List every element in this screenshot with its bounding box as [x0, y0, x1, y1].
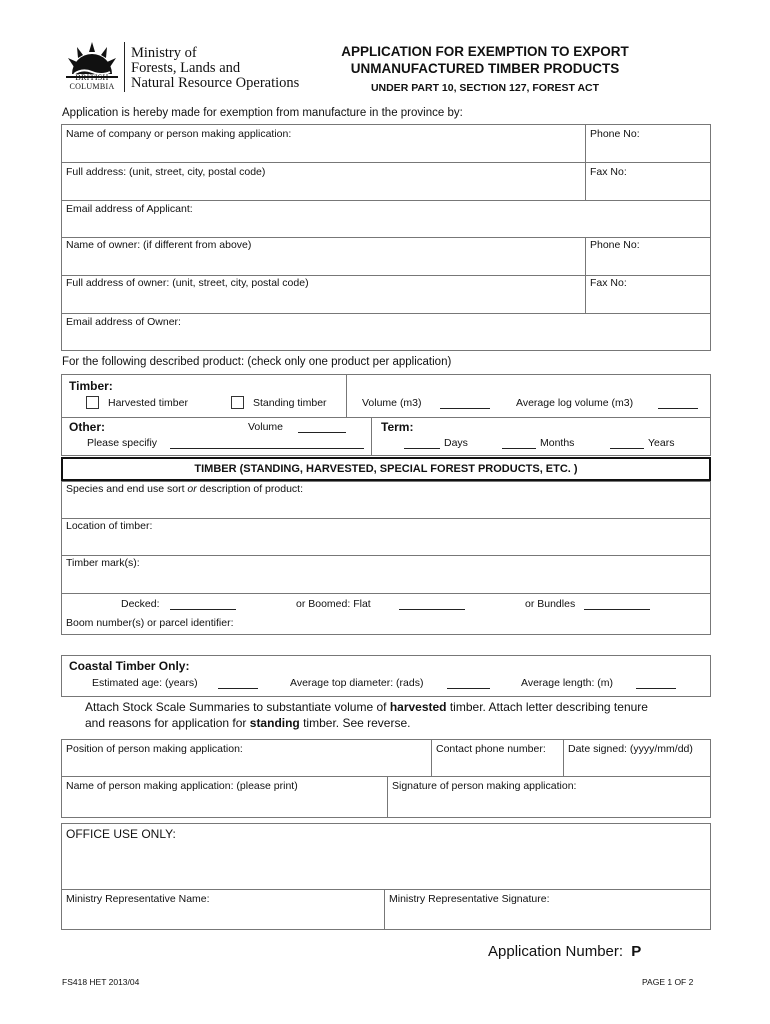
- species-label-b: description of product:: [196, 483, 303, 495]
- attach-line-1-b: harvested: [389, 700, 447, 714]
- owner-address-field[interactable]: [62, 276, 584, 312]
- avg-length-label: Average length: (m): [521, 677, 614, 689]
- boomed-label: or Boomed: Flat: [296, 598, 371, 610]
- term-years-input[interactable]: [610, 438, 644, 449]
- decked-label: Decked:: [121, 598, 160, 610]
- species-label-a: Species and end use sort: [66, 483, 188, 495]
- location-label: Location of timber:: [66, 520, 153, 532]
- applicant-fax-label: Fax No:: [590, 166, 627, 178]
- term-days-label: Days: [444, 437, 468, 449]
- ministry-name: [131, 46, 299, 91]
- bc-word-2: COLUMBIA: [69, 82, 115, 91]
- signature-field[interactable]: [388, 777, 710, 817]
- standing-timber-checkbox[interactable]: [231, 396, 244, 409]
- position-label: Position of person making application:: [66, 743, 243, 755]
- attach-line-1: [85, 700, 648, 716]
- top-diameter-label: Average top diameter: (rads): [290, 677, 424, 689]
- term-heading: Term:: [381, 420, 414, 434]
- contact-phone-label: Contact phone number:: [436, 743, 546, 755]
- bundles-label: or Bundles: [525, 598, 576, 610]
- applicant-name-label: Name of company or person making application:: [66, 128, 292, 140]
- estimated-age-input[interactable]: [218, 678, 258, 689]
- attach-line-2-a: and reasons for application for: [85, 715, 250, 730]
- logo-divider: [124, 42, 125, 92]
- attach-line-2: [85, 716, 648, 732]
- location-field[interactable]: [62, 519, 710, 554]
- rep-signature-field[interactable]: [385, 890, 710, 929]
- other-heading: Other:: [69, 420, 105, 434]
- form-subtitle: UNDER PART 10, SECTION 127, FOREST ACT: [370, 82, 600, 94]
- boom-numbers-field[interactable]: [62, 614, 710, 634]
- date-signed-label: Date signed: (yyyy/mm/dd): [568, 743, 693, 755]
- form-code: FS418 HET 2013/04: [62, 977, 140, 987]
- term-months-label: Months: [540, 437, 575, 449]
- species-label-or: or: [187, 483, 197, 495]
- top-diameter-input[interactable]: [447, 678, 490, 689]
- name-print-field[interactable]: [62, 777, 386, 817]
- owner-email-label: Email address of Owner:: [66, 316, 181, 328]
- harvested-timber-checkbox[interactable]: [86, 396, 99, 409]
- form-title: [318, 43, 652, 77]
- owner-fax-field[interactable]: [586, 276, 710, 312]
- bundles-input[interactable]: [584, 599, 650, 610]
- term-days-input[interactable]: [404, 438, 440, 449]
- owner-fax-label: Fax No:: [590, 277, 627, 289]
- other-volume-label: Volume: [248, 421, 284, 433]
- owner-phone-label: Phone No:: [590, 239, 640, 251]
- ministry-line-3: Natural Resource Operations: [131, 75, 300, 91]
- estimated-age-label: Estimated age: (years): [92, 677, 198, 689]
- avg-log-volume-input[interactable]: [658, 398, 698, 409]
- applicant-email-field[interactable]: [62, 201, 710, 236]
- title-line-2: UNMANUFACTURED TIMBER PRODUCTS: [350, 61, 620, 76]
- avg-length-input[interactable]: [636, 678, 676, 689]
- application-number: [488, 943, 641, 960]
- page-number: PAGE 1 OF 2: [642, 977, 694, 987]
- timber-marks-field[interactable]: [62, 556, 710, 592]
- boom-numbers-label: Boom number(s) or parcel identifier:: [66, 617, 234, 629]
- standing-timber-label: Standing timber: [253, 397, 327, 409]
- term-months-input[interactable]: [502, 438, 536, 449]
- owner-address-label: Full address of owner: (unit, street, city, postal code): [66, 277, 309, 289]
- bc-logo: [62, 40, 122, 92]
- coastal-heading: Coastal Timber Only:: [69, 659, 190, 673]
- timber-heading: Timber:: [69, 379, 113, 393]
- name-print-label: Name of person making application: (please print): [66, 780, 298, 792]
- attach-note: [85, 700, 648, 731]
- application-number-label: Application Number:: [488, 943, 624, 960]
- owner-name-label: Name of owner: (if different from above): [66, 239, 252, 251]
- ministry-line-1: Ministry of: [131, 45, 197, 61]
- avg-log-volume-label: Average log volume (m3): [516, 397, 634, 409]
- applicant-fax-field[interactable]: [586, 163, 710, 199]
- applicant-email-label: Email address of Applicant:: [66, 203, 193, 215]
- application-number-value: P: [631, 943, 642, 960]
- please-specify-label: Please specifiy: [87, 437, 158, 449]
- owner-name-field[interactable]: [62, 238, 584, 274]
- boomed-flat-input[interactable]: [399, 599, 465, 610]
- owner-phone-field[interactable]: [586, 238, 710, 274]
- timber-volume-input[interactable]: [440, 398, 490, 409]
- rep-name-field[interactable]: [62, 890, 383, 929]
- timber-volume-label: Volume (m3): [362, 397, 422, 409]
- owner-email-field[interactable]: [62, 314, 710, 350]
- applicant-phone-field[interactable]: [586, 125, 710, 161]
- applicant-name-field[interactable]: [62, 125, 584, 161]
- product-intro: For the following described product: (check only one product per application): [62, 356, 452, 368]
- title-line-1: APPLICATION FOR EXEMPTION TO EXPORT: [341, 44, 629, 59]
- intro-text: Application is hereby made for exemption from manufacture in the province by:: [62, 107, 463, 119]
- applicant-address-field[interactable]: [62, 163, 584, 199]
- decked-input[interactable]: [170, 599, 236, 610]
- species-label: [66, 483, 303, 495]
- attach-line-1-a: Attach Stock Scale Summaries to substantiate volume of: [85, 700, 390, 714]
- species-field[interactable]: [62, 482, 710, 517]
- bc-word-1: BRITISH: [75, 73, 109, 82]
- signature-label: Signature of person making application:: [392, 780, 577, 792]
- rep-signature-label: Ministry Representative Signature:: [389, 893, 550, 905]
- applicant-phone-label: Phone No:: [590, 128, 640, 140]
- harvested-timber-label: Harvested timber: [108, 397, 188, 409]
- attach-line-2-b: standing: [249, 715, 300, 730]
- office-heading: OFFICE USE ONLY:: [66, 827, 176, 841]
- timber-marks-label: Timber mark(s):: [66, 557, 140, 569]
- rep-name-label: Ministry Representative Name:: [66, 893, 210, 905]
- section-banner: TIMBER (STANDING, HARVESTED, SPECIAL FOREST PRODUCTS, ETC. ): [61, 457, 711, 481]
- contact-phone-field[interactable]: [432, 740, 562, 775]
- position-field[interactable]: [62, 740, 430, 775]
- attach-line-2-c: timber. See reverse.: [299, 715, 411, 730]
- please-specify-input[interactable]: [170, 438, 364, 449]
- ministry-line-2: Forests, Lands and: [131, 60, 241, 76]
- attach-line-1-c: timber. Attach letter describing tenure: [446, 700, 648, 714]
- applicant-address-label: Full address: (unit, street, city, postal code): [66, 166, 266, 178]
- date-signed-field[interactable]: [564, 740, 710, 775]
- term-years-label: Years: [648, 437, 675, 449]
- other-volume-input[interactable]: [298, 422, 346, 433]
